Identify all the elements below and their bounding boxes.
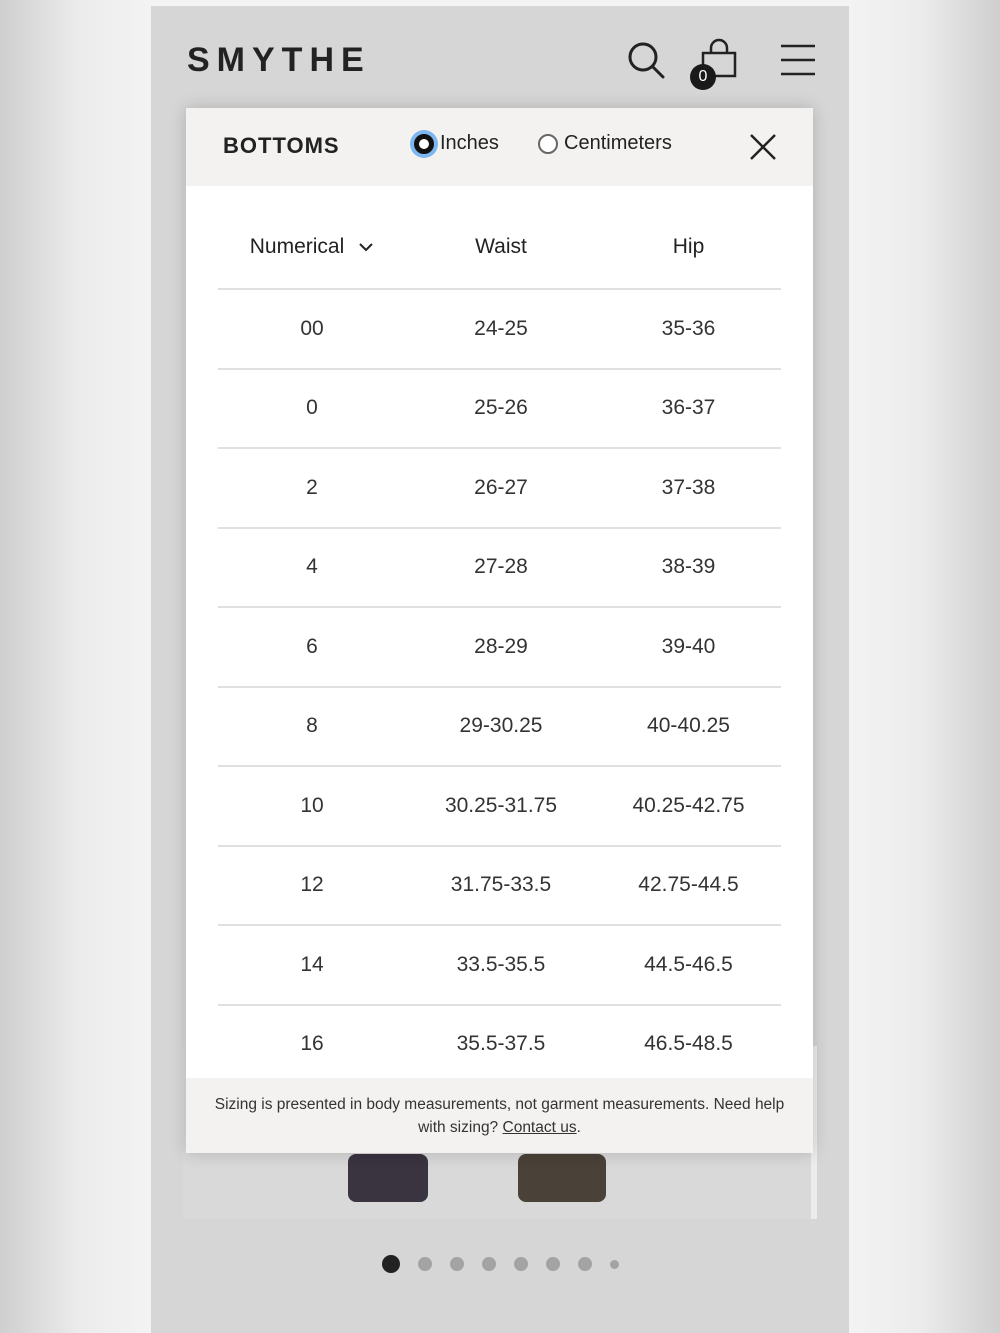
cell-size: 14 — [218, 925, 406, 1005]
brand-logo[interactable]: SMYTHE — [187, 41, 371, 79]
cell-waist: 24-25 — [406, 289, 596, 369]
carousel-dot[interactable] — [418, 1257, 432, 1271]
table-row — [218, 766, 781, 846]
cell-size: 12 — [218, 846, 406, 926]
carousel-dot[interactable] — [610, 1260, 619, 1269]
hamburger-menu-icon[interactable] — [777, 38, 821, 82]
cell-size: 2 — [218, 448, 406, 528]
unit-label-inches: Inches — [440, 132, 499, 154]
size-system-label: Numerical — [249, 235, 345, 258]
cell-size: 0 — [218, 369, 406, 449]
carousel-dot[interactable] — [450, 1257, 464, 1271]
unit-option-centimeters[interactable] — [538, 132, 672, 155]
table-row — [218, 607, 781, 687]
waist-column-header: Waist — [406, 206, 596, 289]
cell-hip: 46.5-48.5 — [644, 1032, 733, 1056]
radio-selected-icon[interactable] — [414, 134, 434, 154]
cart-count-badge[interactable]: 0 — [690, 64, 716, 90]
close-icon[interactable] — [746, 130, 780, 164]
sizing-note-text: Sizing is presented in body measurements, not garment measurements. Need help with sizing? — [214, 1096, 785, 1136]
size-chart-table — [218, 206, 781, 1083]
cell-size: 00 — [218, 289, 406, 369]
cell-hip: 38-39 — [596, 528, 781, 608]
cell-size: 6 — [218, 607, 406, 687]
cell-hip: 37-38 — [596, 448, 781, 528]
cell-waist: 29-30.25 — [406, 687, 596, 767]
cell-waist: 30.25-31.75 — [406, 766, 596, 846]
site-header — [151, 6, 849, 114]
contact-us-link[interactable]: Contact us — [502, 1119, 577, 1136]
cell-waist: 26-27 — [406, 448, 596, 528]
size-system-dropdown[interactable] — [250, 235, 375, 259]
cell-waist: 33.5-35.5 — [406, 925, 596, 1005]
search-icon[interactable] — [624, 38, 668, 82]
chevron-down-icon — [358, 242, 374, 252]
cell-size: 10 — [218, 766, 406, 846]
cell-hip: 42.75-44.5 — [596, 846, 781, 926]
carousel-dot[interactable] — [578, 1257, 592, 1271]
cell-size: 4 — [218, 528, 406, 608]
cell-size: 8 — [218, 687, 406, 767]
carousel-dot[interactable] — [546, 1257, 560, 1271]
size-chart-body — [218, 289, 781, 1083]
table-row — [218, 1005, 781, 1084]
unit-label-centimeters: Centimeters — [564, 132, 672, 154]
table-row — [218, 925, 781, 1005]
cell-waist: 28-29 — [406, 607, 596, 687]
table-row — [218, 846, 781, 926]
cell-waist: 31.75-33.5 — [406, 846, 596, 926]
table-row — [218, 289, 781, 369]
product-boot-left — [348, 1154, 428, 1202]
sizing-note — [186, 1078, 813, 1153]
cell-size: 16 — [300, 1032, 324, 1056]
modal-header — [186, 108, 813, 186]
product-boot-right — [518, 1154, 606, 1202]
unit-option-inches[interactable] — [414, 132, 499, 155]
table-header-row — [218, 206, 781, 289]
table-row — [218, 687, 781, 767]
carousel-dot[interactable] — [482, 1257, 496, 1271]
carousel-pagination — [151, 1253, 849, 1275]
size-chart-modal — [186, 108, 813, 1153]
cell-hip: 39-40 — [596, 607, 781, 687]
radio-unselected-icon[interactable] — [538, 134, 558, 154]
cell-waist: 35.5-37.5 — [456, 1032, 546, 1056]
table-row — [218, 369, 781, 449]
sizing-note-end: . — [576, 1119, 581, 1136]
cell-hip: 36-37 — [596, 369, 781, 449]
carousel-dot[interactable] — [514, 1257, 528, 1271]
table-row — [218, 448, 781, 528]
table-row — [218, 528, 781, 608]
size-system-column — [218, 206, 406, 289]
cell-hip: 35-36 — [596, 289, 781, 369]
cell-hip: 40-40.25 — [596, 687, 781, 767]
modal-title: BOTTOMS — [223, 133, 340, 158]
cell-waist: 27-28 — [406, 528, 596, 608]
hip-column-header: Hip — [596, 206, 781, 289]
carousel-dot[interactable] — [382, 1255, 400, 1273]
cell-hip: 40.25-42.75 — [596, 766, 781, 846]
cell-hip: 44.5-46.5 — [596, 925, 781, 1005]
cell-waist: 25-26 — [406, 369, 596, 449]
